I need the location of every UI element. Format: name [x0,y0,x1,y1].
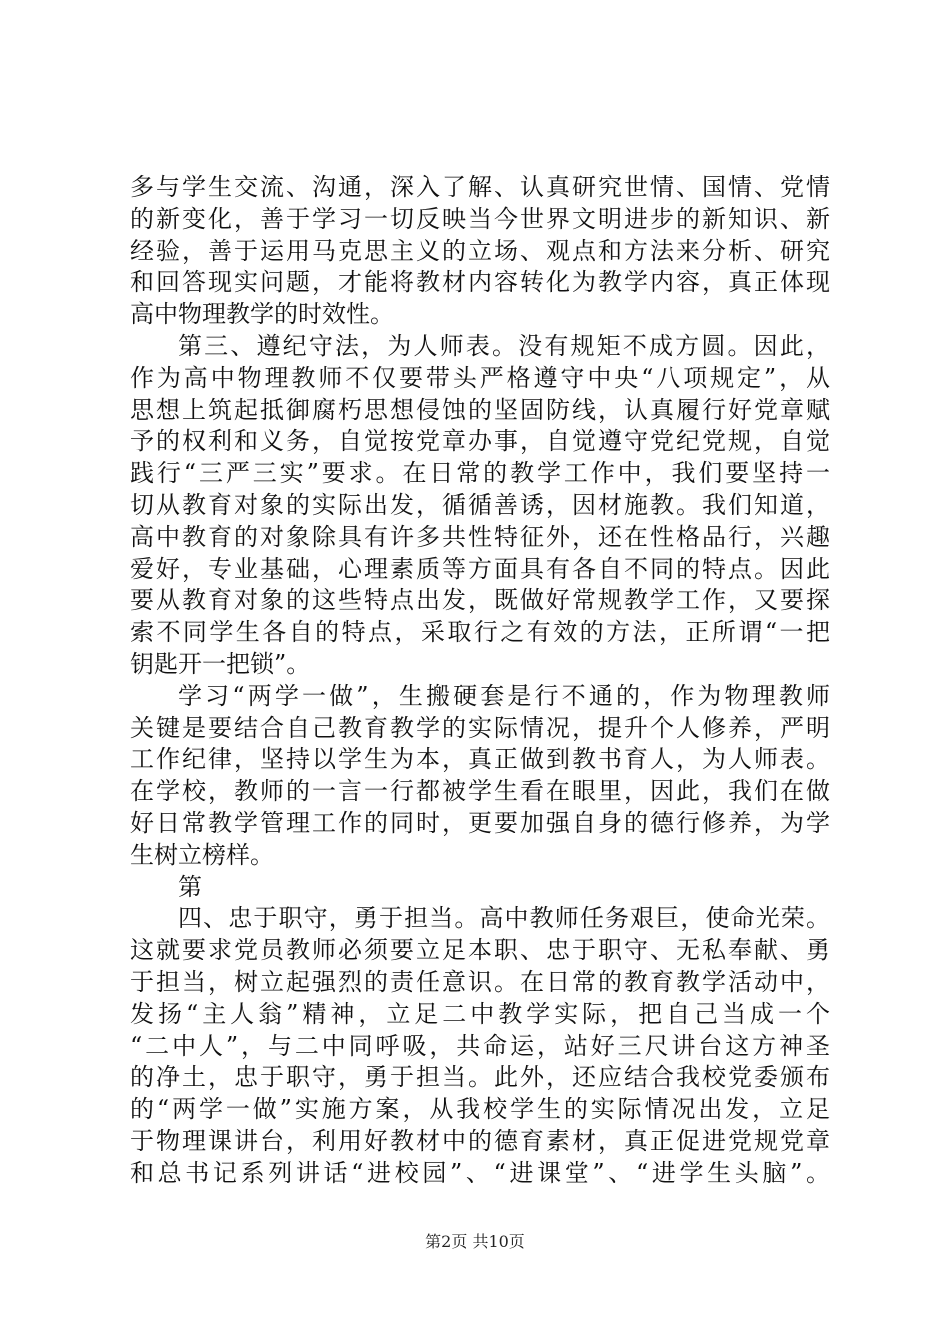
text-line: 学习“两学一做”，生搬硬套是行不通的，作为物理教师 [178,681,834,710]
text-line: 和总书记系列讲话“进校园”、“进课堂”、“进学生头脑”。 [130,1158,834,1187]
text-line: 高中教育的对象除具有许多共性特征外，还在性格品行，兴趣 [130,522,832,551]
text-line: 予的权利和义务，自觉按党章办事，自觉遵守党纪党规，自觉 [130,427,832,456]
text-line: 发扬“主人翁”精神，立足二中教学实际，把自己当成一个 [130,999,834,1028]
text-line: 于担当，树立起强烈的责任意识。在日常的教育教学活动中， [130,967,832,996]
text-line: 索不同学生各自的特点，采取行之有效的方法，正所谓“一把 [130,618,833,647]
text-line: 于物理课讲台，利用好教材中的德育素材，真正促进党规党章 [130,1126,832,1155]
text-line: 钥匙开一把锁”。 [130,649,311,678]
text-line: 践行“三严三实”要求。在日常的教学工作中，我们要坚持一 [130,459,833,488]
text-line: 生树立榜样。 [130,840,274,869]
text-line: 经验，善于运用马克思主义的立场、观点和方法来分析、研究 [130,236,832,265]
text-line: 这就要求党员教师必须要立足本职、忠于职守、无私奉献、勇 [130,936,832,965]
text-line: 要从教育对象的这些特点出发，既做好常规教学工作，又要探 [130,586,832,615]
text-line: 的净土，忠于职守，勇于担当。此外，还应结合我校党委颁布 [130,1063,832,1092]
text-line: 作为高中物理教师不仅要带头严格遵守中央“八项规定”，从 [130,363,833,392]
text-line: 思想上筑起抵御腐朽思想侵蚀的坚固防线，认真履行好党章赋 [130,395,832,424]
text-line: 关键是要结合自己教育教学的实际情况，提升个人修养，严明 [130,713,832,742]
text-line: 切从教育对象的实际出发，循循善诱，因材施教。我们知道， [130,490,832,519]
text-line: 第 [178,872,202,901]
text-line: 高中物理教学的时效性。 [130,300,394,329]
text-line: 在学校，教师的一言一行都被学生看在眼里，因此，我们在做 [130,777,832,806]
body-text [130,172,834,1190]
text-line: 好日常教学管理工作的同时，更要加强自身的德行修养，为学 [130,808,832,837]
page-footer: 第2页 共10页 [425,1232,525,1251]
text-line: 第三、遵纪守法，为人师表。没有规矩不成方圆。因此， [178,331,833,360]
text-line: “二中人”，与二中同呼吸，共命运，站好三尺讲台这方神圣 [130,1031,833,1060]
text-line: 和回答现实问题，才能将教材内容转化为教学内容，真正体现 [130,268,832,297]
text-line: 爱好，专业基础，心理素质等方面具有各自不同的特点。因此 [130,554,832,583]
text-line: 的“两学一做”实施方案，从我校学生的实际情况出发，立足 [130,1095,833,1124]
text-line: 多与学生交流、沟通，深入了解、认真研究世情、国情、党情 [130,173,832,201]
text-line: 四、忠于职守，勇于担当。高中教师任务艰巨，使命光荣。 [178,904,832,933]
text-line: 的新变化，善于学习一切反映当今世界文明进步的新知识、新 [130,204,832,233]
text-line: 工作纪律，坚持以学生为本，真正做到教书育人，为人师表。 [130,745,832,774]
